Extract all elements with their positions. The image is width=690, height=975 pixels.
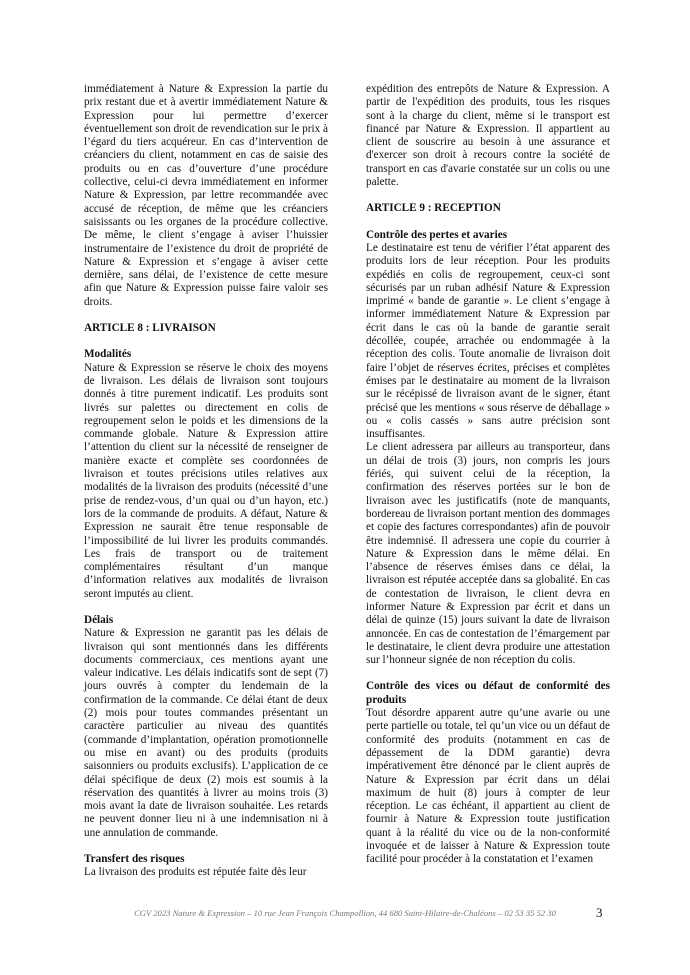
modalites-heading: Modalités bbox=[84, 348, 132, 361]
vices-conformite-paragraph: Tout désordre apparent autre qu’une avarie ou une perte partielle ou totale, tel qu’un vice ou un défaut de conformité des produits (notamment en cas de dépassement de la DDM garantie) devra impérativement être dénoncé par le client auprès de Nature & Expression par écrit dans un délai maximum de huit (8) jours à compter de leur réception. Le cas échéant, il appartient au client de fournir à Nature & Expression toute justification quant à la réalité du vice ou de la non-conformité invoquée et de laisser à Nature & Expression toute facilité pour procéder à la constatation et l’examen bbox=[366, 707, 610, 866]
right-column bbox=[366, 83, 610, 867]
article-8-heading: ARTICLE 8 : LIVRAISON bbox=[84, 322, 216, 335]
transfert-risques-continuation: expédition des entrepôts de Nature & Expression. A partir de l'expédition des produits, tous les risques sont à la charge du client, même si le transport est financé par Nature & Expression. Il appartient au client de souscrire au besoin à une assurance et d'exercer son droit à recours contre la société de transport en cas d'avarie constatée sur un colis ou une palette. bbox=[366, 83, 610, 189]
delais-paragraph: Nature & Expression ne garantit pas les délais de livraison qui sont mentionnés dans les différents documents commerciaux, ces mentions ayant une valeur indicative. Les délais indicatifs sont de sept (7) jours ouvrés à compter du lendemain de la confirmation de la commande. Ce délai étant de deux (2) mois pour toutes commandes présentant un caractère particulier au niveau des quantités (commande d’implantation, opération promotionnelle ou mise en avant) ou des produits (produits saisonniers ou produits exclusifs). L’application de ce délai spécifique de deux (2) mois est soumis à la réservation des quantités à livrer au moins trois (3) mois avant la date de livraison souhaitée. Les retards ne peuvent donner lieu ni à une indemnisation ni à une annulation de commande. bbox=[84, 627, 328, 839]
pertes-avaries-paragraph-2: Le client adressera par ailleurs au transporteur, dans un délai de trois (3) jours, non compris les jours fériés, qui suivent celui de la réception, la confirmation des réserves portées sur le bon de livraison avec les justificatifs (note de manquants, bordereau de livraison portant mention des dommages et copie des factures correspondantes) afin de pouvoir être indemnisé. Il adressera une copie du courrier à Nature & Expression dans le même délai. En l’absence de réserves émises dans ce délai, la livraison est réputée acceptée dans sa globalité. En cas de contestation de livraison, le client devra en informer Nature & Expression par écrit et dans un délai de quinze (15) jours suivant la date de livraison annoncée. En cas de contestation de l’émargement par le destinataire, le client devra produire une attestation sur l’honneur signée de non réception du colis. bbox=[366, 441, 610, 667]
transfert-risques-heading: Transfert des risques bbox=[84, 853, 185, 866]
vices-conformite-heading: Contrôle des vices ou défaut de conformité des produits bbox=[366, 680, 610, 706]
delais-heading: Délais bbox=[84, 613, 114, 626]
article-9-heading: ARTICLE 9 : RECEPTION bbox=[366, 202, 501, 215]
page-number: 3 bbox=[596, 905, 603, 920]
pertes-avaries-heading: Contrôle des pertes et avaries bbox=[366, 228, 508, 241]
pertes-avaries-paragraph-1: Le destinataire est tenu de vérifier l’état apparent des produits lors de leur réception. Pour les produits expédiés en colis de regroupement, ceux-ci sont sécurisés par un ruban adhésif Nature & Expression imprimé « bande de garantie ». Le client s’engage à informer immédiatement Nature & Expression par écrit dans le cas où la bande de garantie serait décollée, coupée, arrachée ou endommagée à la réception des colis. Toute anomalie de livraison doit faire l’objet de réserves écrites, précises et complètes émises par le destinataire au moment de la livraison sur le récépissé de livraison avant de le signer, étant précisé que les mentions « sous réserve de déballage » ou « colis cassés » sans autre précision sont insuffisantes. bbox=[366, 241, 610, 441]
modalites-paragraph: Nature & Expression se réserve le choix des moyens de livraison. Les délais de livraison sont toujours donnés à titre purement indicatif. Les produits sont livrés sur palettes ou directement en colis de regroupement selon le poids et les dimensions de la commande globale. Nature & Expression attire l’attention du client sur la nécessité de renseigner de manière exacte et complète ses coordonnées de livraison et toutes précisions utiles relatives aux modalités de la livraison des produits (nécessité d’une prise de rendez-vous, d’un quai ou d’un hayon, etc.) lors de la commande de produits. A défaut, Nature & Expression ne saurait être tenue responsable de l’impossibilité de lui livrer les produits commandés. Les frais de transport ou de traitement complémentaires résultant d’un manque d’information relatives aux modalités de livraison seront imputés au client. bbox=[84, 361, 328, 600]
retention-clause-paragraph: immédiatement à Nature & Expression la partie du prix restant due et à avertir immédiatement Nature & Expression pour lui permettre d’exercer éventuellement son droit de revendication sur le prix à l’égard du tiers acquéreur. En cas d’intervention de créanciers du client, notamment en cas de saisie des produits ou en cas d’ouverture d’une procédure collective, celui-ci devra immédiatement en informer Nature & Expression, par lettre recommandée avec accusé de réception, de même que les créanciers saisissants ou les organes de la procédure collective. De même, le client s’engage à aviser l’huissier instrumentaire de l’existence du droit de propriété de Nature & Expression et s’engage à aviser cette dernière, sans délai, de l’existence de cette mesure afin que Nature & Expression puisse faire valoir ses droits. bbox=[84, 83, 328, 308]
page-footer: CGV 2023 Nature & Expression – 10 rue Jean François Champollion, 44 680 Saint-Hilaire-de-Chaléons – 02 53 35 52 30 bbox=[134, 908, 556, 918]
transfert-risques-paragraph: La livraison des produits est réputée faite dès leur bbox=[84, 866, 307, 879]
left-column bbox=[84, 83, 328, 880]
